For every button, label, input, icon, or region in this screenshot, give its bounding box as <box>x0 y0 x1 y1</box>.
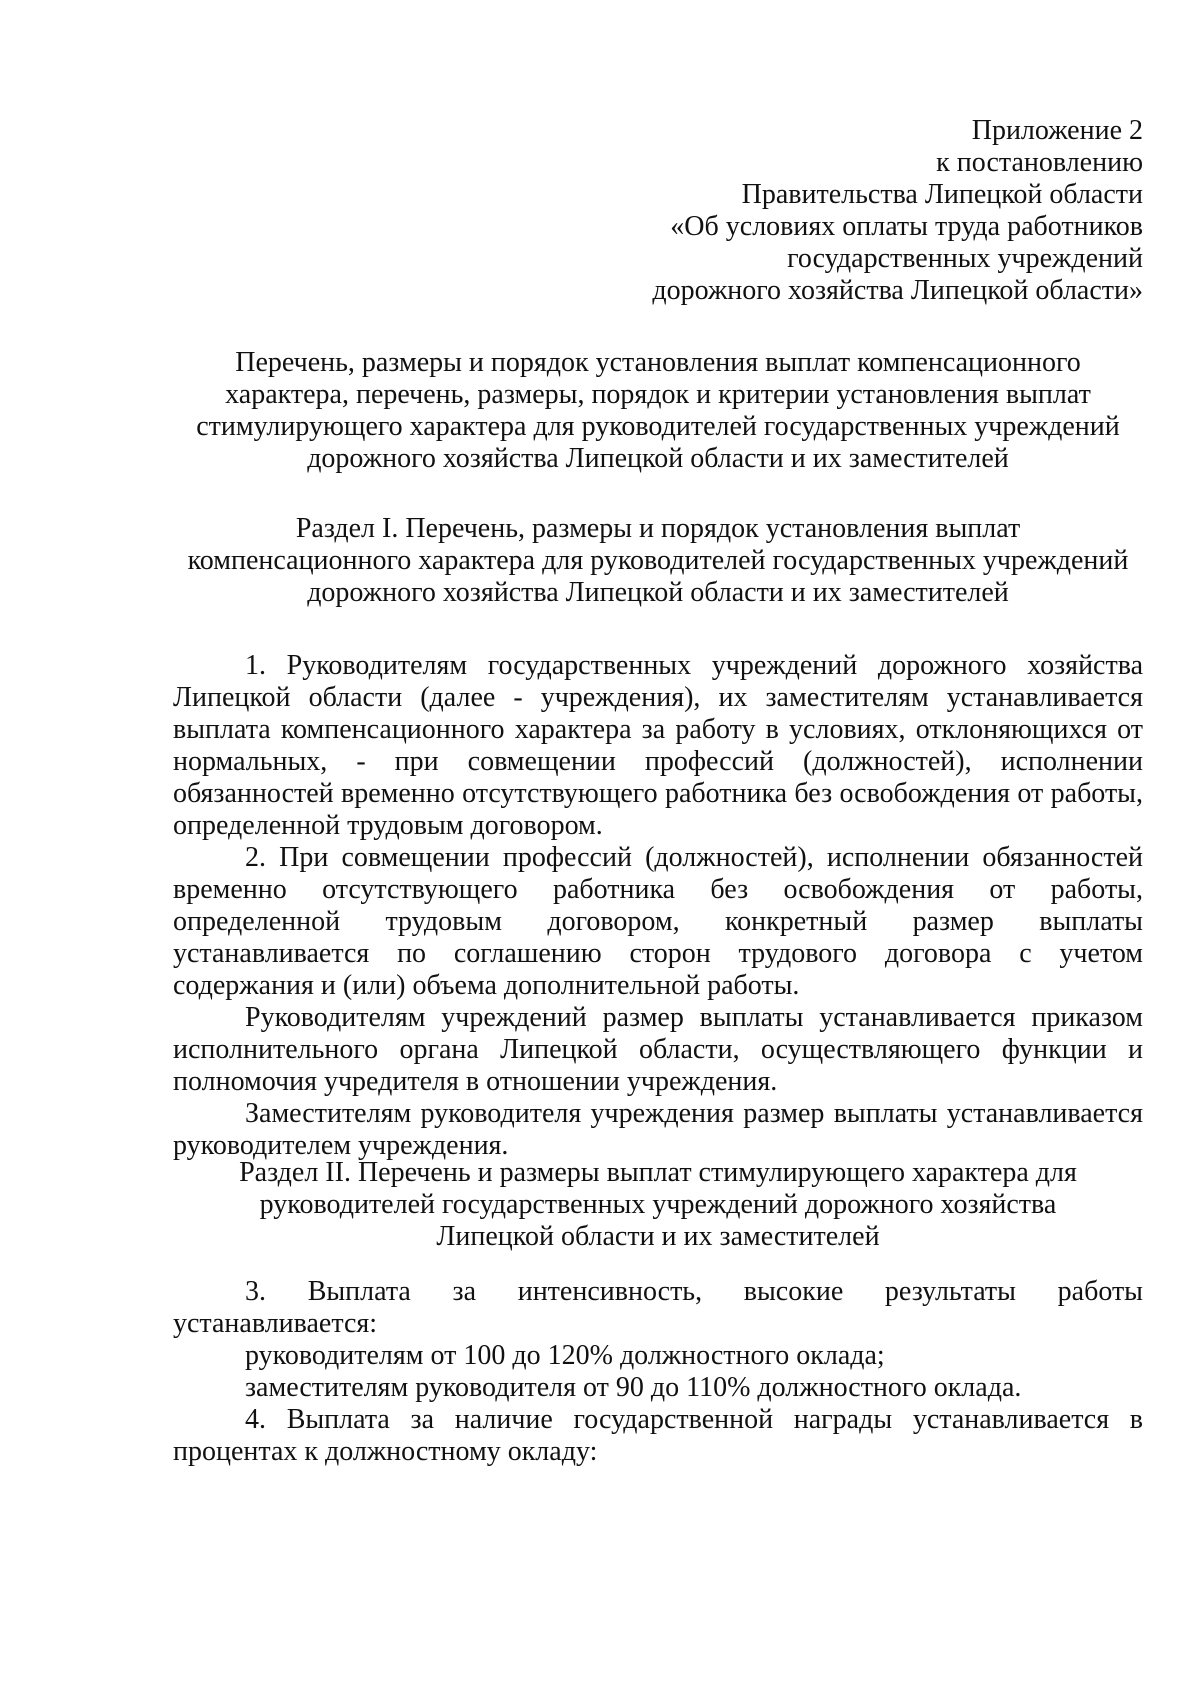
header-line: Приложение 2 <box>971 115 1143 146</box>
appendix-header <box>652 115 1143 307</box>
paragraph-3: 3. Выплата за интенсивность, высокие результаты работы устанавливается: <box>173 1276 1143 1339</box>
section-title-line: компенсационного характера для руководителей государственных учреждений <box>187 545 1129 576</box>
header-line: дорожного хозяйства Липецкой области» <box>652 275 1143 306</box>
section-1-title <box>163 513 1153 609</box>
list-item-deputies: заместителям руководителя от 90 до 110% должностного оклада. <box>245 1372 1022 1403</box>
section-title-line: дорожного хозяйства Липецкой области и их заместителей <box>307 577 1009 608</box>
section-title-line: руководителей государственных учреждений дорожного хозяйства <box>259 1189 1057 1220</box>
header-line: государственных учреждений <box>787 243 1143 274</box>
paragraph-4: 4. Выплата за наличие государственной награды устанавливается в процентах к должностному окладу: <box>173 1404 1143 1467</box>
title-line: характера, перечень, размеры, порядок и критерии установления выплат <box>225 379 1091 410</box>
section-title-line: Липецкой области и их заместителей <box>436 1221 880 1252</box>
header-line: «Об условиях оплаты труда работников <box>670 211 1143 242</box>
section-title-line: Раздел II. Перечень и размеры выплат стимулирующего характера для <box>239 1157 1077 1188</box>
section-title-line: Раздел I. Перечень, размеры и порядок установления выплат <box>295 513 1021 544</box>
paragraph-deputies: Заместителям руководителя учреждения размер выплаты устанавливается руководителем учреждения. <box>173 1098 1143 1161</box>
title-line: стимулирующего характера для руководителей государственных учреждений <box>196 411 1120 442</box>
document-title <box>163 347 1153 475</box>
header-line: Правительства Липецкой области <box>741 179 1143 210</box>
section-2-body <box>173 1276 1143 1468</box>
header-line: к постановлению <box>936 147 1143 178</box>
paragraph-2: 2. При совмещении профессий (должностей), исполнении обязанностей временно отсутствующего работника без освобождения от работы, определенной трудовым договором, конкретный размер выплаты устанавливается по соглашению сторон трудового договора с учетом содержания и (или) объема дополнительной работы. <box>173 842 1143 1001</box>
title-line: дорожного хозяйства Липецкой области и их заместителей <box>307 443 1009 474</box>
section-1-body <box>173 650 1143 1162</box>
title-line: Перечень, размеры и порядок установления выплат компенсационного <box>235 347 1081 378</box>
paragraph-heads: Руководителям учреждений размер выплаты устанавливается приказом исполнительного органа Липецкой области, осуществляющего функции и полномочия учредителя в отношении учреждения. <box>173 1002 1143 1097</box>
list-item-heads: руководителям от 100 до 120% должностного оклада; <box>245 1340 885 1371</box>
paragraph-1: 1. Руководителям государственных учреждений дорожного хозяйства Липецкой области (далее - учреждения), их заместителям устанавливается выплата компенсационного характера за работу в условиях, отклоняющихся от нормальных, - при совмещении профессий (должностей), исполнении обязанностей временно отсутствующего работника без освобождения от работы, определенной трудовым договором. <box>173 650 1143 841</box>
section-2-title <box>163 1157 1153 1253</box>
